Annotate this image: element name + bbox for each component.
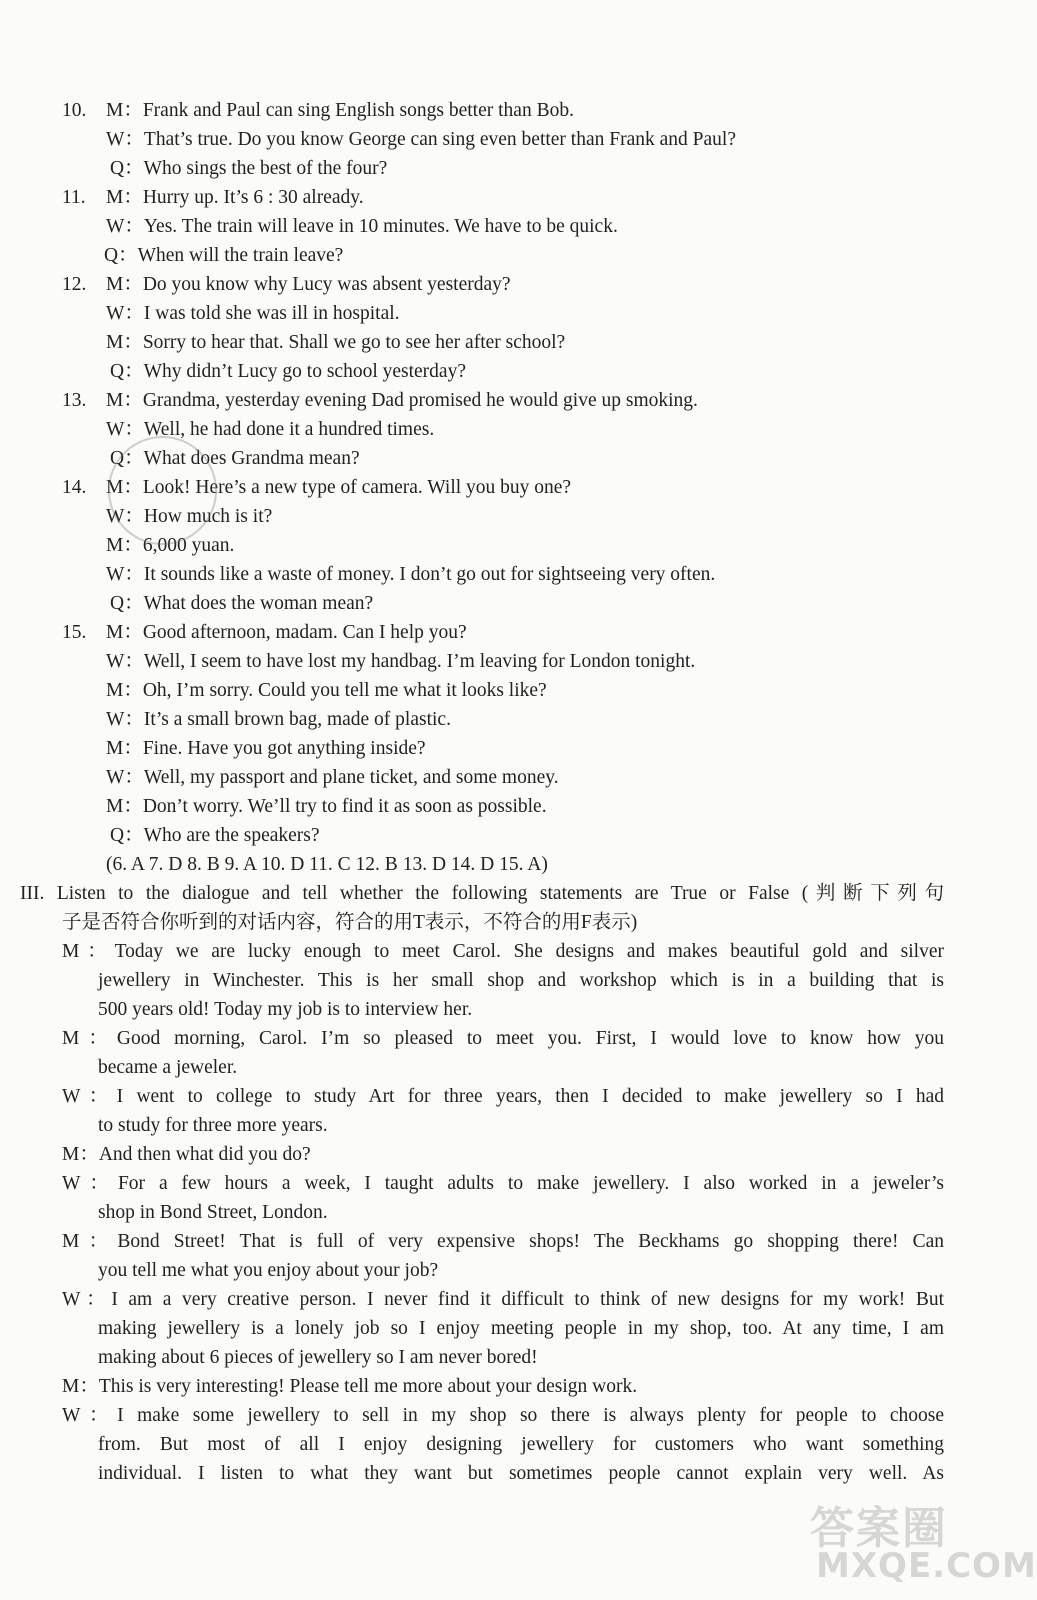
dialogue-line: from. But most of all I enjoy designing jewellery for customers who want something <box>98 1434 944 1455</box>
question-number: 14. <box>62 477 87 498</box>
q12-question: Q：Why didn’t Lucy go to school yesterday? <box>110 361 466 382</box>
question-number: 10. <box>62 100 87 121</box>
q14-woman-line-1: W：How much is it? <box>106 506 273 527</box>
q11-question: Q：When will the train leave? <box>104 245 344 266</box>
dialogue-line: W：For a few hours a week, I taught adults to make jewellery. I also worked in a jeweler’s <box>62 1173 944 1194</box>
section-3-heading-line-1: III. Listen to the dialogue and tell whether the following statements are True or False (判断下列句 <box>20 883 944 904</box>
q11-man-line: 11. M：Hurry up. It’s 6 : 30 already. <box>62 183 364 212</box>
q15-line-7: M：Don’t worry. We’ll try to find it as soon as possible. <box>106 796 547 817</box>
q12-man-line-1: 12. M：Do you know why Lucy was absent yesterday? <box>62 270 511 299</box>
q12-man-line-2: M：Sorry to hear that. Shall we go to see her after school? <box>106 332 566 353</box>
dialogue-line: making jewellery is a lonely job so I enjoy meeting people in my shop, too. At any time, I am <box>98 1318 944 1339</box>
q15-line-5: M：Fine. Have you got anything inside? <box>106 738 426 759</box>
question-number: 13. <box>62 390 87 411</box>
q15-line-2: W：Well, I seem to have lost my handbag. I’m leaving for London tonight. <box>106 651 696 672</box>
dialogue-line: W：I went to college to study Art for three years, then I decided to make jewellery so I had <box>62 1086 944 1107</box>
dialogue-line: individual. I listen to what they want but sometimes people cannot explain very well. As <box>98 1463 944 1484</box>
watermark-logo: 答案圈 <box>810 1503 948 1554</box>
q15-line-1: 15. M：Good afternoon, madam. Can I help you? <box>62 618 467 647</box>
dialogue-line: making about 6 pieces of jewellery so I am never bored! <box>98 1347 538 1368</box>
dialogue-line: M：And then what did you do? <box>62 1144 311 1165</box>
dialogue-line: M：Good morning, Carol. I’m so pleased to meet you. First, I would love to know how you <box>62 1028 944 1049</box>
dialogue-line: 500 years old! Today my job is to interview her. <box>98 999 473 1020</box>
question-number: 15. <box>62 622 87 643</box>
q13-man-line: 13. M：Grandma, yesterday evening Dad promised he would give up smoking. <box>62 386 698 415</box>
dialogue-line: W：I make some jewellery to sell in my shop so there is always plenty for people to choose <box>62 1405 944 1426</box>
q15-question: Q：Who are the speakers? <box>110 825 320 846</box>
dialogue-line: W：I am a very creative person. I never find it difficult to think of new designs for my work! But <box>62 1289 944 1310</box>
dialogue-line: you tell me what you enjoy about your job? <box>98 1260 439 1281</box>
watermark-url: MXQE.COM <box>816 1546 1037 1586</box>
q14-man-line-1: 14. M：Look! Here’s a new type of camera. Will you buy one? <box>62 473 571 502</box>
q14-woman-line-2: W：It sounds like a waste of money. I don’t go out for sightseeing very often. <box>106 564 716 585</box>
dialogue-line: became a jeweler. <box>98 1057 238 1078</box>
q14-man-line-2: M：6,000 yuan. <box>106 535 235 556</box>
q10-question: Q：Who sings the best of the four? <box>110 158 388 179</box>
q15-line-6: W：Well, my passport and plane ticket, and some money. <box>106 767 559 788</box>
q13-woman-line: W：Well, he had done it a hundred times. <box>106 419 435 440</box>
q10-man-line: 10. M：Frank and Paul can sing English songs better than Bob. <box>62 96 574 125</box>
q15-line-4: W：It’s a small brown bag, made of plastic. <box>106 709 451 730</box>
site-watermark <box>810 1492 1037 1592</box>
q13-question: Q：What does Grandma mean? <box>110 448 360 469</box>
answer-key: (6. A 7. D 8. B 9. A 10. D 11. C 12. B 13. D 14. D 15. A) <box>106 854 548 875</box>
q14-question: Q：What does the woman mean? <box>110 593 374 614</box>
dialogue-line: jewellery in Winchester. This is her small shop and workshop which is in a building that is <box>98 970 944 991</box>
section-3-heading-line-2: 子是否符合你听到的对话内容，符合的用T表示，不符合的用F表示) <box>62 912 638 933</box>
dialogue-line: to study for three more years. <box>98 1115 328 1136</box>
q12-woman-line: W：I was told she was ill in hospital. <box>106 303 400 324</box>
q10-woman-line: W：That’s true. Do you know George can sing even better than Frank and Paul? <box>106 129 736 150</box>
dialogue-line: shop in Bond Street, London. <box>98 1202 328 1223</box>
q15-line-3: M：Oh, I’m sorry. Could you tell me what it looks like? <box>106 680 547 701</box>
q11-woman-line: W：Yes. The train will leave in 10 minutes. We have to be quick. <box>106 216 618 237</box>
question-number: 12. <box>62 274 87 295</box>
dialogue-line: M：This is very interesting! Please tell me more about your design work. <box>62 1376 638 1397</box>
dialogue-line: M：Today we are lucky enough to meet Carol. She designs and makes beautiful gold and silver <box>62 941 944 962</box>
dialogue-line: M：Bond Street! That is full of very expensive shops! The Beckhams go shopping there! Can <box>62 1231 944 1252</box>
question-number: 11. <box>62 187 86 208</box>
